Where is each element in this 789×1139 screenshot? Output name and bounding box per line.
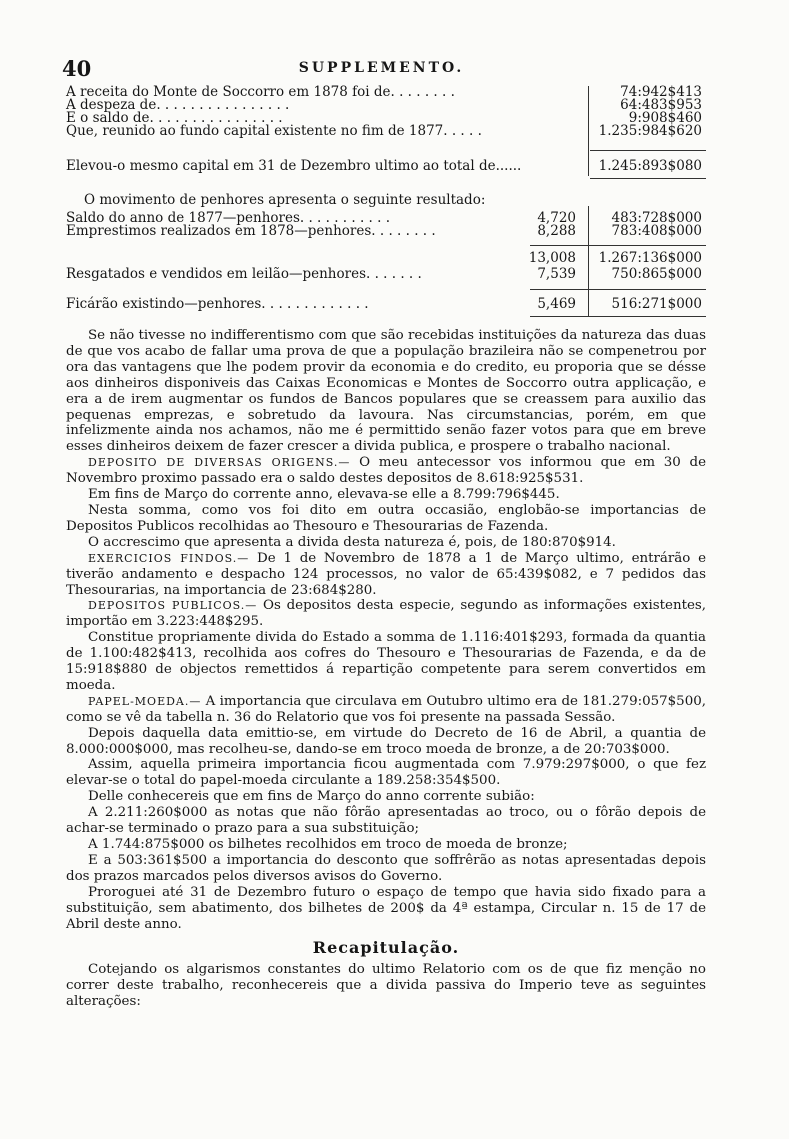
pawn-row: Emprestimos realizados em 1878—penhores. . . . . . . . 8,288 783:408$000 — [66, 223, 702, 239]
paragraph: EXERCICIOS FINDOS.— De 1 de Novembro de 1878 a 1 de Março ultimo, entrárão e tiverão andamento e despacho 124 processos, no valor de 65:439$082, e 7 pedidos das Thesourarias, na importancia de 23:684$280. — [66, 550, 706, 598]
paragraph: A 2.211:260$000 as notas que não fôrão apresentadas ao troco, ou o fôrão depois de achar-se terminado o prazo para a sua substituição; — [66, 805, 706, 837]
page-title: SUPPLEMENTO. — [298, 60, 465, 76]
paragraph: Nesta somma, como vos foi dito em outra occasião, englobão-se importancias de Depositos Publicos recolhidas ao Thesouro e Thesourarias de Fazenda. — [66, 502, 706, 534]
receipts-table — [66, 86, 706, 138]
section-title: Recapitulação. — [312, 938, 460, 958]
sum-rule — [530, 289, 706, 290]
section-heading: EXERCICIOS FINDOS.— — [88, 551, 250, 565]
receipts-total: Elevou-o mesmo capital em 31 de Dezembro ultimo ao total de...... 1.245:893$080 — [66, 158, 702, 174]
section-heading: DEPOSITO DE DIVERSAS ORIGENS.— — [88, 456, 351, 470]
total-rule — [590, 178, 706, 179]
pawn-redeemed: Resgatados e vendidos em leilão—penhores. . . . . . . 7,539 750:865$000 — [66, 266, 702, 282]
pawn-intro: O movimento de penhores apresenta o seguinte resultado: — [84, 192, 486, 208]
pawn-subtotal: 13,008 1.267:136$000 — [528, 250, 702, 266]
sum-rule — [590, 150, 706, 151]
paragraph: Proroguei até 31 de Dezembro futuro o espaço de tempo que havia sido fixado para a substituição, sem abatimento, dos bilhetes de 200$ da 4ª estampa, Circular n. 15 de 17 de Abril deste anno. — [66, 884, 706, 932]
paragraph: A 1.744:875$000 os bilhetes recolhidos em troco de moeda de bronze; — [88, 837, 568, 852]
finance-row: E o saldo de. . . . . . . . . . . . . . . . 9:908$460 — [66, 110, 702, 126]
paragraph: PAPEL-MOEDA.— A importancia que circulava em Outubro ultimo era de 181.279:057$500, como se vê da tabella n. 36 do Relatorio que vos foi presente na passada Sessão. — [66, 693, 706, 725]
sum-rule — [530, 245, 706, 246]
paragraph: Em fins de Março do corrente anno, elevava-se elle a 8.799:796$445. — [88, 487, 560, 503]
paragraph: Se não tivesse no indifferentismo com que são recebidas instituições da natureza das duas de que vos acabo de fallar uma prova de que a população brazileira não se compenetrou por ora das vantagens que lhe podem provir da economia e do credito, eu proporia que se désse aos dinheiros disponiveis das Caixas Economicas e Montes de Soccorro outra applicação, e era a de irem augmentar os fundos de Bancos populares que se creassem para auxilio das pequenas emprezas, e sobretudo da lavoura. Nas circumstancias, porém, em que infelizmente ainda nos achamos, não me é permittido senão fazer votos para que em breve esses dinheiros deixem de fazer crescer a divida publica, e prospere o trabalho nacional. — [66, 328, 706, 455]
paragraph: DEPOSITOS PUBLICOS.— Os depositos desta especie, segundo as informações existentes, importão em 3.223:448$295. — [66, 598, 706, 630]
pawn-row: Saldo do anno de 1877—penhores. . . . . . . . . . . 4,720 483:728$000 — [66, 210, 702, 226]
page-header — [62, 56, 701, 80]
page-number: 40 — [62, 56, 92, 81]
paragraph: O accrescimo que apresenta a divida desta natureza é, pois, de 180:870$914. — [88, 534, 616, 550]
section-heading: PAPEL-MOEDA.— — [88, 694, 202, 708]
paragraph: Delle conhecereis que em fins de Março do anno corrente subião: — [88, 789, 535, 805]
finance-row: A receita do Monte de Soccorro em 1878 foi de. . . . . . . . 74:942$413 — [66, 84, 702, 100]
paragraph: DEPOSITO DE DIVERSAS ORIGENS.— O meu antecessor vos informou que em 30 de Novembro proximo passado era o saldo destes depositos de 8.618:925$531. — [66, 455, 706, 487]
body-text — [66, 328, 706, 1010]
pawn-remaining: Ficárão existindo—penhores. . . . . . . . . . . . . 5,469 516:271$000 — [66, 296, 702, 312]
paragraph: Constitue propriamente divida do Estado a somma de 1.116:401$293, formada da quantia de 1.100:482$413, recolhida aos cofres do Thesouro e Thesourarias de Fazenda, e da de 15:918$880 de objectos remettidos á repartição competente para serem convertidos em moeda. — [66, 630, 706, 693]
paragraph: Depois daquella data emittio-se, em virtude do Decreto de 16 de Abril, a quantia de 8.000:000$000, mas recolheu-se, dando-se em troco moeda de bronze, a de 20:703$000. — [66, 725, 706, 757]
paragraph: Assim, aquella primeira importancia ficou augmentada com 7.979:297$000, o que fez elevar-se o total do papel-moeda circulante a 189.258:354$500. — [66, 757, 706, 789]
sum-rule — [530, 316, 706, 317]
finance-row: Que, reunido ao fundo capital existente no fim de 1877. . . . . 1.235:984$620 — [66, 123, 702, 139]
paragraph: Cotejando os algarismos constantes do ultimo Relatorio com os de que fiz menção no correr deste trabalho, reconhecereis que a divida passiva do Imperio teve as seguintes alterações: — [66, 962, 706, 1010]
pawn-table — [66, 212, 706, 238]
paragraph: E a 503:361$500 a importancia do desconto que soffrêrão as notas apresentadas depois dos prazos marcados pelos diversos avisos do Governo. — [66, 852, 706, 884]
finance-row: A despeza de. . . . . . . . . . . . . . . . 64:483$953 — [66, 97, 702, 113]
section-heading: DEPOSITOS PUBLICOS.— — [88, 599, 258, 613]
